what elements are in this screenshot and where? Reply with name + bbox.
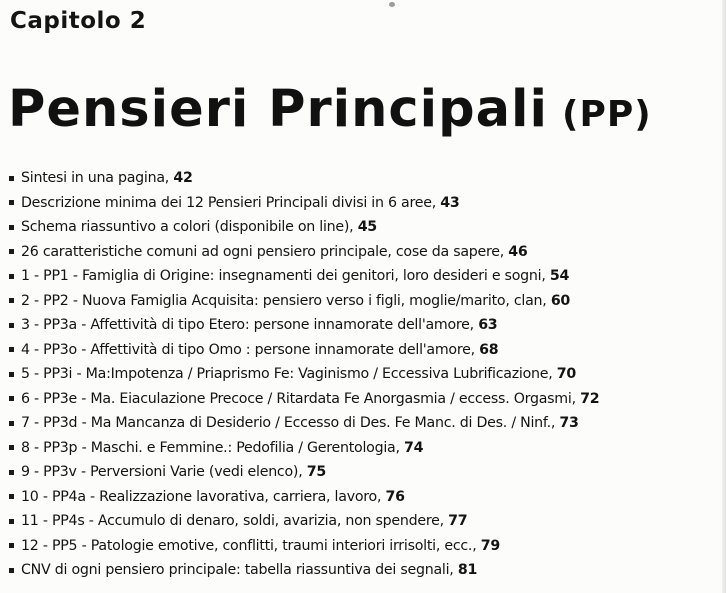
bullet-icon bbox=[9, 372, 14, 377]
toc-page-number: 54 bbox=[549, 268, 570, 285]
table-of-contents bbox=[9, 166, 721, 583]
bullet-icon bbox=[9, 421, 14, 426]
toc-entry bbox=[9, 215, 721, 240]
toc-entry bbox=[9, 534, 721, 559]
bullet-icon bbox=[9, 470, 14, 475]
title-abbreviation: (PP) bbox=[562, 94, 652, 135]
toc-entry-text: 11 - PP4s - Accumulo di denaro, soldi, avarizia, non spendere, bbox=[21, 513, 444, 530]
toc-page-number: 42 bbox=[173, 170, 193, 187]
bullet-icon bbox=[9, 249, 14, 254]
toc-page-number: 60 bbox=[550, 292, 571, 309]
toc-entry-text: 9 - PP3v - Perversioni Varie (vedi elenco), bbox=[21, 464, 303, 481]
toc-page-number: 81 bbox=[457, 562, 478, 579]
toc-entry-text: 4 - PP3o - Affettività di tipo Omo : persone innamorate dell'amore, bbox=[21, 341, 475, 358]
toc-page-number: 77 bbox=[448, 513, 468, 530]
toc-page-number: 46 bbox=[508, 243, 528, 260]
bullet-icon bbox=[9, 274, 14, 279]
toc-entry bbox=[9, 436, 721, 461]
bullet-icon bbox=[9, 298, 14, 303]
toc-entry bbox=[9, 338, 721, 363]
toc-page-number: 72 bbox=[580, 390, 600, 407]
toc-entry-text: 7 - PP3d - Ma Mancanza di Desiderio / Eccesso di Des. Fe Manc. di Des. / Ninf., bbox=[21, 415, 556, 432]
toc-page-number: 63 bbox=[478, 317, 498, 334]
toc-entry-text: Sintesi in una pagina, bbox=[21, 170, 170, 187]
bullet-icon bbox=[9, 568, 14, 573]
bullet-icon bbox=[9, 323, 14, 328]
toc-entry bbox=[9, 313, 721, 338]
toc-entry bbox=[9, 240, 721, 265]
scan-edge-shadow bbox=[722, 0, 726, 593]
toc-entry-text: 1 - PP1 - Famiglia di Origine: insegnamenti dei genitori, loro desideri e sogni, bbox=[21, 268, 546, 285]
toc-entry bbox=[9, 289, 721, 314]
bullet-icon bbox=[9, 225, 14, 230]
toc-page-number: 79 bbox=[480, 537, 500, 554]
toc-entry bbox=[9, 362, 721, 387]
bullet-icon bbox=[9, 396, 14, 401]
toc-entry-text: 10 - PP4a - Realizzazione lavorativa, carriera, lavoro, bbox=[21, 488, 382, 505]
toc-entry-text: 26 caratteristiche comuni ad ogni pensiero principale, cose da sapere, bbox=[21, 243, 505, 260]
toc-entry-text: 5 - PP3i - Ma:Impotenza / Priaprismo Fe: Vaginismo / Eccessiva Lubrificazione, bbox=[21, 366, 553, 383]
title-main: Pensieri Principali bbox=[8, 80, 549, 139]
toc-page-number: 43 bbox=[440, 194, 460, 211]
toc-entry bbox=[9, 485, 721, 510]
toc-entry bbox=[9, 264, 721, 289]
page-title bbox=[8, 80, 652, 139]
toc-page-number: 45 bbox=[357, 219, 377, 236]
toc-entry bbox=[9, 411, 721, 436]
toc-entry bbox=[9, 558, 721, 583]
bullet-icon bbox=[9, 494, 14, 499]
toc-entry bbox=[9, 166, 721, 191]
bullet-icon bbox=[9, 519, 14, 524]
toc-entry-text: 3 - PP3a - Affettività di tipo Etero: persone innamorate dell'amore, bbox=[21, 317, 474, 334]
toc-entry bbox=[9, 387, 721, 412]
toc-page-number: 75 bbox=[306, 464, 326, 481]
toc-entry-text: 2 - PP2 - Nuova Famiglia Acquisita: pensiero verso i figli, moglie/marito, clan, bbox=[21, 292, 547, 309]
chapter-label: Capitolo 2 bbox=[10, 8, 147, 34]
toc-entry-text: 6 - PP3e - Ma. Eiaculazione Precoce / Ritardata Fe Anorgasmia / eccess. Orgasmi, bbox=[21, 390, 576, 407]
toc-entry bbox=[9, 191, 721, 216]
toc-entry-text: 8 - PP3p - Maschi. e Femmine.: Pedofilia / Gerentologia, bbox=[21, 439, 400, 456]
bullet-icon bbox=[9, 543, 14, 548]
toc-entry-text: 12 - PP5 - Patologie emotive, conflitti, traumi interiori irrisolti, ecc., bbox=[21, 537, 477, 554]
toc-page-number: 73 bbox=[559, 415, 579, 432]
bullet-icon bbox=[9, 445, 14, 450]
toc-page-number: 76 bbox=[385, 488, 405, 505]
bullet-icon bbox=[9, 176, 14, 181]
toc-page-number: 70 bbox=[556, 366, 577, 383]
toc-entry bbox=[9, 509, 721, 534]
bullet-icon bbox=[9, 200, 14, 205]
toc-entry bbox=[9, 460, 721, 485]
toc-entry-text: Schema riassuntivo a colori (disponibile on line), bbox=[21, 219, 354, 236]
toc-page-number: 68 bbox=[479, 341, 499, 358]
bullet-icon bbox=[9, 347, 14, 352]
toc-page-number: 74 bbox=[404, 439, 424, 456]
scan-speck bbox=[389, 2, 395, 7]
toc-entry-text: CNV di ogni pensiero principale: tabella riassuntiva dei segnali, bbox=[21, 562, 454, 579]
toc-entry-text: Descrizione minima dei 12 Pensieri Principali divisi in 6 aree, bbox=[21, 194, 436, 211]
